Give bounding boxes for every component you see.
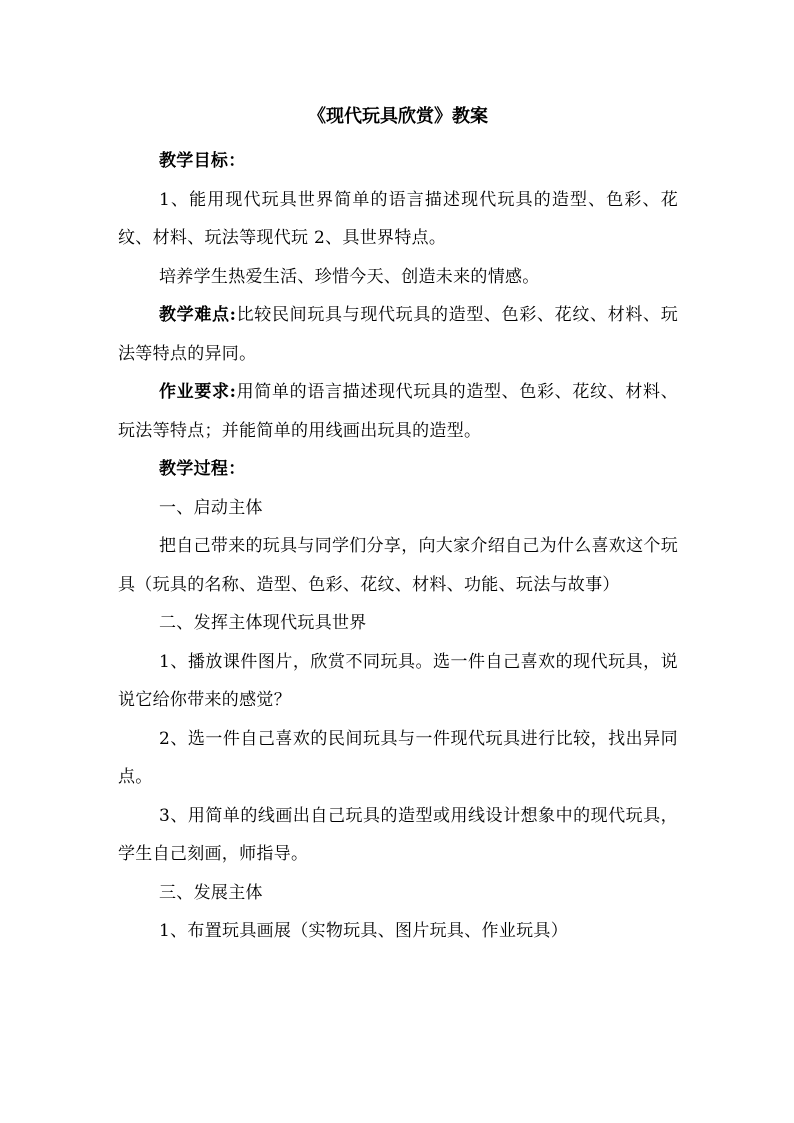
- process-heading: 教学过程：: [159, 459, 246, 479]
- homework-paragraph: [118, 373, 678, 450]
- section-1-text: 把自己带来的玩具与同学们分享，向大家介绍自己为什么喜欢这个玩具（玩具的名称、造型、色彩、花纹、材料、功能、玩法与故事）: [118, 536, 678, 595]
- section-2-title: 二、发挥主体现代玩具世界: [159, 613, 367, 633]
- homework-label: 作业要求:: [159, 382, 237, 402]
- section-3-item-1: 1、布置玩具画展（实物玩具、图片玩具、作业玩具）: [159, 921, 569, 941]
- goal-2: 培养学生热爱生活、珍惜今天、创造未来的情感。: [159, 266, 540, 287]
- document-title: 《现代玩具欣赏》教案: [308, 106, 488, 127]
- difficulty-text: 比较民间玩具与现代玩具的造型、色彩、花纹、材料、玩法等特点的异同。: [118, 305, 679, 364]
- section-2-item-3: 3、用简单的线画出自己玩具的造型或用线设计想象中的现代玩具，学生自己刻画，师指导。: [118, 805, 678, 864]
- section-2-item-2: 2、选一件自己喜欢的民间玩具与一件现代玩具进行比较，找出异同点。: [118, 728, 678, 787]
- homework-text: 用简单的语言描述现代玩具的造型、色彩、花纹、材料、玩法等特点；并能简单的用线画出玩具的造型。: [118, 382, 679, 441]
- goals-heading: 教学目标：: [159, 151, 246, 171]
- difficulty-label: 教学难点:: [159, 305, 237, 325]
- section-1-title: 一、启动主体: [159, 497, 263, 518]
- goal-1: 1、能用现代玩具世界简单的语言描述现代玩具的造型、色彩、花纹、材料、玩法等现代玩 2、具世界特点。: [118, 189, 678, 248]
- difficulty-paragraph: [118, 296, 678, 373]
- section-3-title: 三、发展主体: [159, 882, 263, 903]
- document-body: [118, 103, 678, 951]
- section-2-item-1: 1、播放课件图片，欣赏不同玩具。选一件自己喜欢的现代玩具，说说它给你带来的感觉？: [118, 651, 678, 710]
